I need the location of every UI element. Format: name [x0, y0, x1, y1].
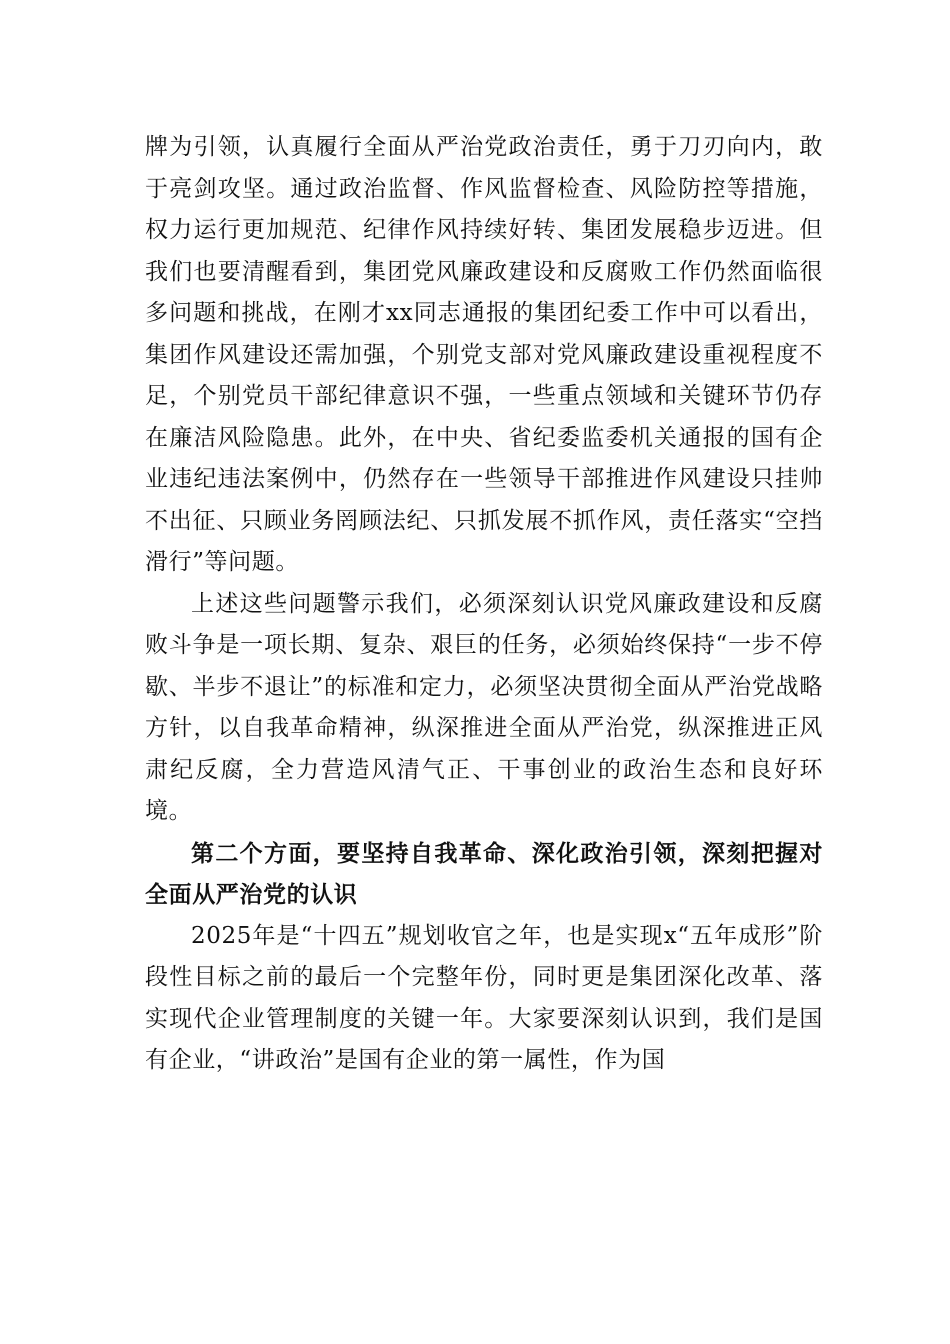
- paragraph-2025: 2025年是“十四五”规划收官之年，也是实现x“五年成形”阶段性目标之前的最后一个完整年份，同时更是集团深化改革、落实现代企业管理制度的关键一年。大家要深刻认识到，我们是国有企业，“讲政治”是国有企业的第一属性，作为国: [145, 922, 823, 1073]
- document-body: [145, 127, 823, 1082]
- section-heading: 第二个方面，要坚持自我革命、深化政治引领，深刻把握对全面从严治党的认识: [145, 839, 823, 908]
- paragraph-warning: 上述这些问题警示我们，必须深刻认识党风廉政建设和反腐败斗争是一项长期、复杂、艰巨的任务，必须始终保持“一步不停歇、半步不退让”的标准和定力，必须坚决贯彻全面从严治党战略方针，以自我革命精神，纵深推进全面从严治党，纵深推进正风肃纪反腐，全力营造风清气正、干事创业的政治生态和良好环境。: [145, 590, 823, 824]
- paragraph-continued: 牌为引领，认真履行全面从严治党政治责任，勇于刀刃向内，敢于亮剑攻坚。通过政治监督、作风监督检查、风险防控等措施，权力运行更加规范、纪律作风持续好转、集团发展稳步迈进。但我们也要清醒看到，集团党风廉政建设和反腐败工作仍然面临很多问题和挑战，在刚才xx同志通报的集团纪委工作中可以看出，集团作风建设还需加强，个别党支部对党风廉政建设重视程度不足，个别党员干部纪律意识不强，一些重点领域和关键环节仍存在廉洁风险隐患。此外，在中央、省纪委监委机关通报的国有企业违纪违法案例中，仍然存在一些领导干部推进作风建设只挂帅不出征、只顾业务罔顾法纪、只抓发展不抓作风，责任落实“空挡滑行”等问题。: [145, 134, 823, 575]
